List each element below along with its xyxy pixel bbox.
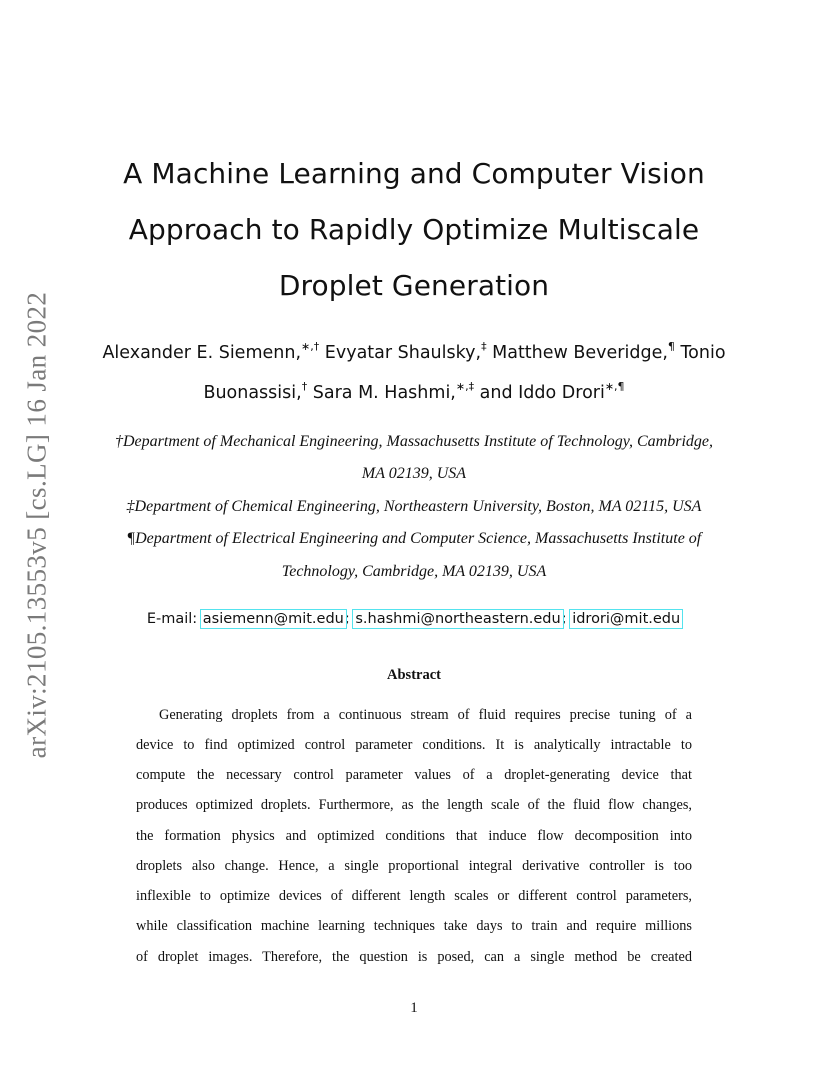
email-link-drori[interactable]: idrori@mit.edu [572, 611, 681, 627]
abstract-line: the formation physics and optimized conditions that induce flow decomposition into [136, 828, 692, 844]
author-name: Buonassisi, [203, 383, 302, 403]
title-line-1: A Machine Learning and Computer Vision [123, 157, 705, 190]
affiliation-mit-mech-line-2: MA 02139, USA [361, 465, 467, 482]
email-label: E-mail: [146, 611, 202, 627]
author-affiliation-marks: ‡ [481, 340, 487, 353]
abstract-line: of droplet images. Therefore, the question is posed, can a single method be created [136, 949, 692, 965]
author-name: Sara M. Hashmi, [307, 383, 456, 403]
email-separator: ; [344, 611, 355, 627]
abstract-line: inflexible to optimize devices of different length scales or different control parameters, [136, 888, 692, 904]
affiliation-neu-chem: ‡Department of Chemical Engineering, Northeastern University, Boston, MA 02115, USA [126, 498, 702, 515]
author-affiliation-marks: † [301, 380, 308, 393]
page-number: 1 [410, 1000, 418, 1016]
arxiv-identifier-stamp: arXiv:2105.13553v5 [cs.LG] 16 Jan 2022 [21, 291, 52, 759]
abstract-line: Generating droplets from a continuous stream of fluid requires precise tuning of a [159, 707, 692, 723]
abstract-line: device to find optimized control parameter conditions. It is analytically intractable to [136, 737, 692, 753]
title-line-3: Droplet Generation [278, 269, 550, 302]
email-link-hashmi[interactable]: s.hashmi@northeastern.edu [355, 611, 561, 627]
abstract-line: produces optimized droplets. Furthermore, as the length scale of the fluid flow changes, [136, 797, 692, 813]
author-affiliation-marks: ¶ [667, 340, 675, 353]
email-line [0, 611, 828, 627]
email-link-siemenn[interactable]: asiemenn@mit.edu [202, 611, 344, 627]
affiliation-mit-mech-line-1: †Department of Mechanical Engineering, Massachusetts Institute of Technology, Cambridge, [115, 433, 713, 450]
title-line-2: Approach to Rapidly Optimize Multiscale [128, 213, 700, 246]
authors-line-1 [0, 340, 828, 363]
author-name: Matthew Beveridge, [486, 343, 668, 363]
affiliation-mit-eecs-line-1: ¶Department of Electrical Engineering and Computer Science, Massachusetts Institute of [126, 530, 702, 547]
email-separator: ; [561, 611, 572, 627]
abstract-line: droplets also change. Hence, a single proportional integral derivative controller is too [136, 858, 692, 874]
author-name: Evyatar Shaulsky, [319, 343, 482, 363]
abstract-line: compute the necessary control parameter values of a droplet-generating device that [136, 767, 692, 783]
author-name: and Iddo Drori [474, 383, 605, 403]
abstract-line: while classification machine learning techniques take days to train and require millions [136, 918, 692, 934]
author-affiliation-marks: ∗,‡ [455, 380, 475, 393]
author-affiliation-marks: ∗,¶ [604, 380, 625, 393]
author-name: Tonio [674, 343, 726, 363]
abstract-heading: Abstract [387, 667, 441, 683]
affiliation-mit-eecs-line-2: Technology, Cambridge, MA 02139, USA [281, 563, 547, 580]
author-name: Alexander E. Siemenn, [102, 343, 302, 363]
authors-line-2 [0, 380, 828, 403]
author-affiliation-marks: ∗,† [301, 340, 320, 353]
